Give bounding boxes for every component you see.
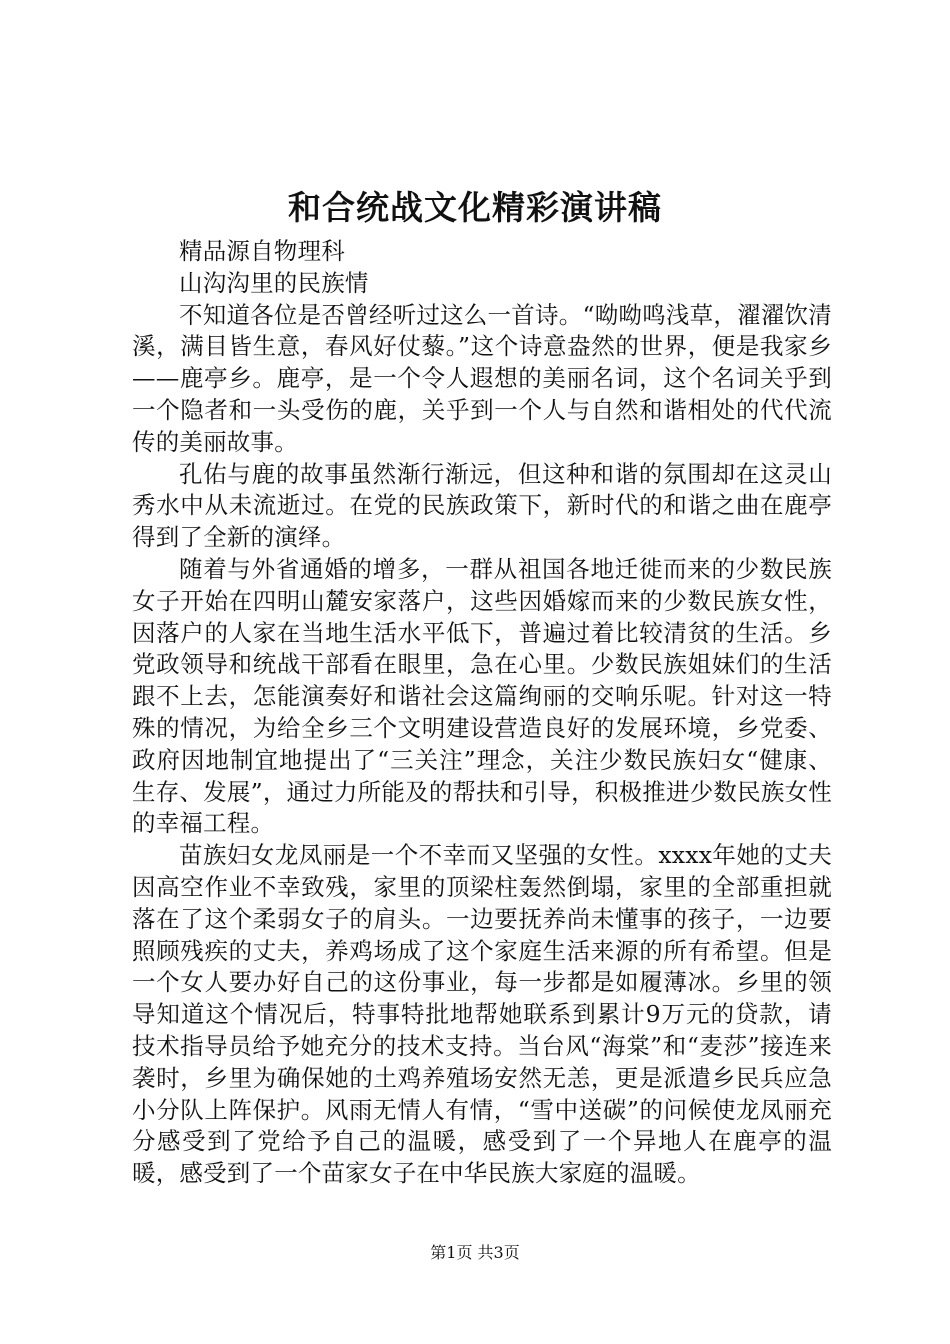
- paragraph-subtitle: 山沟沟里的民族情: [179, 268, 369, 297]
- document-title: 和合统战文化精彩演讲稿: [288, 188, 662, 227]
- paragraph-source-note: 精品源自物理科: [179, 237, 345, 265]
- paragraph-harmony: 孔佑与鹿的故事虽然渐行渐远，但这种和谐的氛围却在这灵山秀水中从未流逝过。在党的民族政策下，新时代的和谐之曲在鹿亭得到了全新的演绎。: [132, 459, 832, 552]
- paragraph-policy: 随着与外省通婚的增多，一群从祖国各地迁徙而来的少数民族女子开始在四明山麓安家落户，这些因婚嫁而来的少数民族女性，因落户的人家在当地生活水平低下，普遍过着比较清贫的生活。乡党政领导和统战干部看在眼里，急在心里。少数民族姐妹们的生活跟不上去，怎能演奏好和谐社会这篇绚丽的交响乐呢。针对这一特殊的情况，为给全乡三个文明建设营造良好的发展环境，乡党委、政府因地制宜地提出了“三关注”理念，关注少数民族妇女“健康、生存、发展”，通过力所能及的帮扶和引导，积极推进少数民族女性的幸福工程。: [132, 554, 832, 838]
- paragraph-intro: 不知道各位是否曾经听过这么一首诗。“呦呦鸣浅草，濯濯饮清溪，满目皆生意，春风好仗藜。”这个诗意盎然的世界，便是我家乡——鹿亭乡。鹿亭，是一个令人遐想的美丽名词，这个名词关乎到一个隐者和一头受伤的鹿，关乎到一个人与自然和谐相处的代代流传的美丽故事。: [132, 300, 832, 456]
- document-body: [132, 236, 832, 1190]
- paragraph-story: 苗族妇女龙凤丽是一个不幸而又坚强的女性。xxxx年她的丈夫因高空作业不幸致残，家里的顶梁柱轰然倒塌，家里的全部重担就落在了这个柔弱女子的肩头。一边要抚养尚未懂事的孩子，一边要照顾残疾的丈夫，养鸡场成了这个家庭生活来源的所有希望。但是一个女人要办好自己的这份事业，每一步都是如履薄冰。乡里的领导知道这个情况后，特事特批地帮她联系到累计9万元的贷款，请技术指导员给予她充分的技术支持。当台风“海棠”和“麦莎”接连来袭时，乡里为确保她的土鸡养殖场安然无恙，更是派遣乡民兵应急小分队上阵保护。风雨无情人有情，“雪中送碳”的问候使龙凤丽充分感受到了党给予自己的温暖，感受到了一个异地人在鹿亭的温暖，感受到了一个苗家女子在中华民族大家庭的温暖。: [132, 841, 832, 1188]
- page-footer: 第1页 共3页: [430, 1243, 520, 1262]
